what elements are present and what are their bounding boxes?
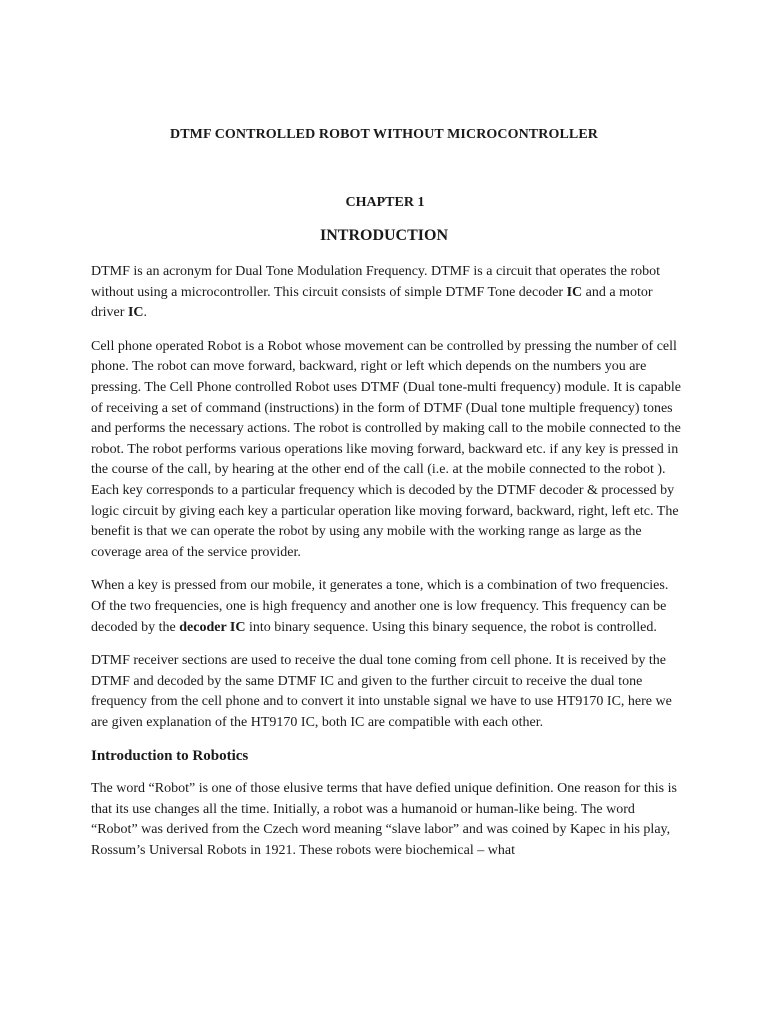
- subheading-robotics: Introduction to Robotics: [91, 748, 249, 765]
- document-body: [91, 262, 681, 874]
- chapter-heading: [0, 195, 768, 211]
- paragraph-4: DTMF receiver sections are used to receive the dual tone coming from cell phone. It is received by the DTMF and decoded by the same DTMF IC and given to the further circuit to receive the dual tone frequency from the cell phone and to convert it into unstable signal we have to use HT9170 IC, here we are given explanation of the HT9170 IC, both IC are compatible with each other.: [91, 653, 672, 730]
- paragraph-1-bold-1: IC: [566, 284, 583, 300]
- paragraph-2: Cell phone operated Robot is a Robot whose movement can be controlled by pressing the number of cell phone. The robot can move forward, backward, right or left which depends on the numbers you are pressing. The Cell Phone controlled Robot uses DTMF (Dual tone-multi frequency) module. It is capable of receiving a set of command (instructions) in the form of DTMF (Dual tone multiple frequency) tones and performs the necessary actions. The robot is controlled by making call to the mobile connected to the robot. The robot performs various operations like moving forward, backward etc. if any key is pressed in the course of the call, by hearing at the other end of the call (i.e. at the mobile connected to the robot ). Each key corresponds to a particular frequency which is decoded by the DTMF decoder & processed by logic circuit by giving each key a particular operation like moving forward, backward, right, left etc. The benefit is that we can operate the robot by using any mobile with the working range as large as the coverage area of the service provider.: [91, 338, 681, 560]
- paragraph-1-text-a: DTMF is an acronym for Dual Tone Modulation Frequency. DTMF is a circuit that operates the robot without using a microcontroller. This circuit consists of simple DTMF Tone decoder: [91, 264, 661, 300]
- paragraph-1-text-d: .: [143, 305, 147, 321]
- chapter-label: CHAPTER 1: [345, 195, 425, 210]
- paragraph-1-text-c: and a motor driver: [91, 284, 653, 321]
- paragraph-3-bold: decoder IC: [179, 619, 246, 635]
- paragraph-3-text-a: When a key is pressed from our mobile, it generates a tone, which is a combination of two frequencies. Of the two frequencies, one is high frequency and another one is low frequency. This frequency can be decoded by the: [91, 578, 669, 635]
- paragraph-3: [91, 576, 681, 638]
- section-title: INTRODUCTION: [319, 227, 448, 244]
- paragraph-1-bold-2: IC: [127, 305, 144, 321]
- paragraph-3-text-c: into binary sequence. Using this binary sequence, the robot is controlled.: [245, 619, 657, 635]
- paragraph-5: The word “Robot” is one of those elusive terms that have defied unique definition. One reason for this is that its use changes all the time. Initially, a robot was a humanoid or human-like being. The word “Robot” was derived from the Czech word meaning “slave labor” and was coined by Kapec in his play, Rossum’s Universal Robots in 1921. These robots were biochemical – what: [91, 781, 677, 858]
- document-title: DTMF CONTROLLED ROBOT WITHOUT MICROCONTROLLER: [170, 127, 598, 142]
- paragraph-1: [91, 262, 681, 324]
